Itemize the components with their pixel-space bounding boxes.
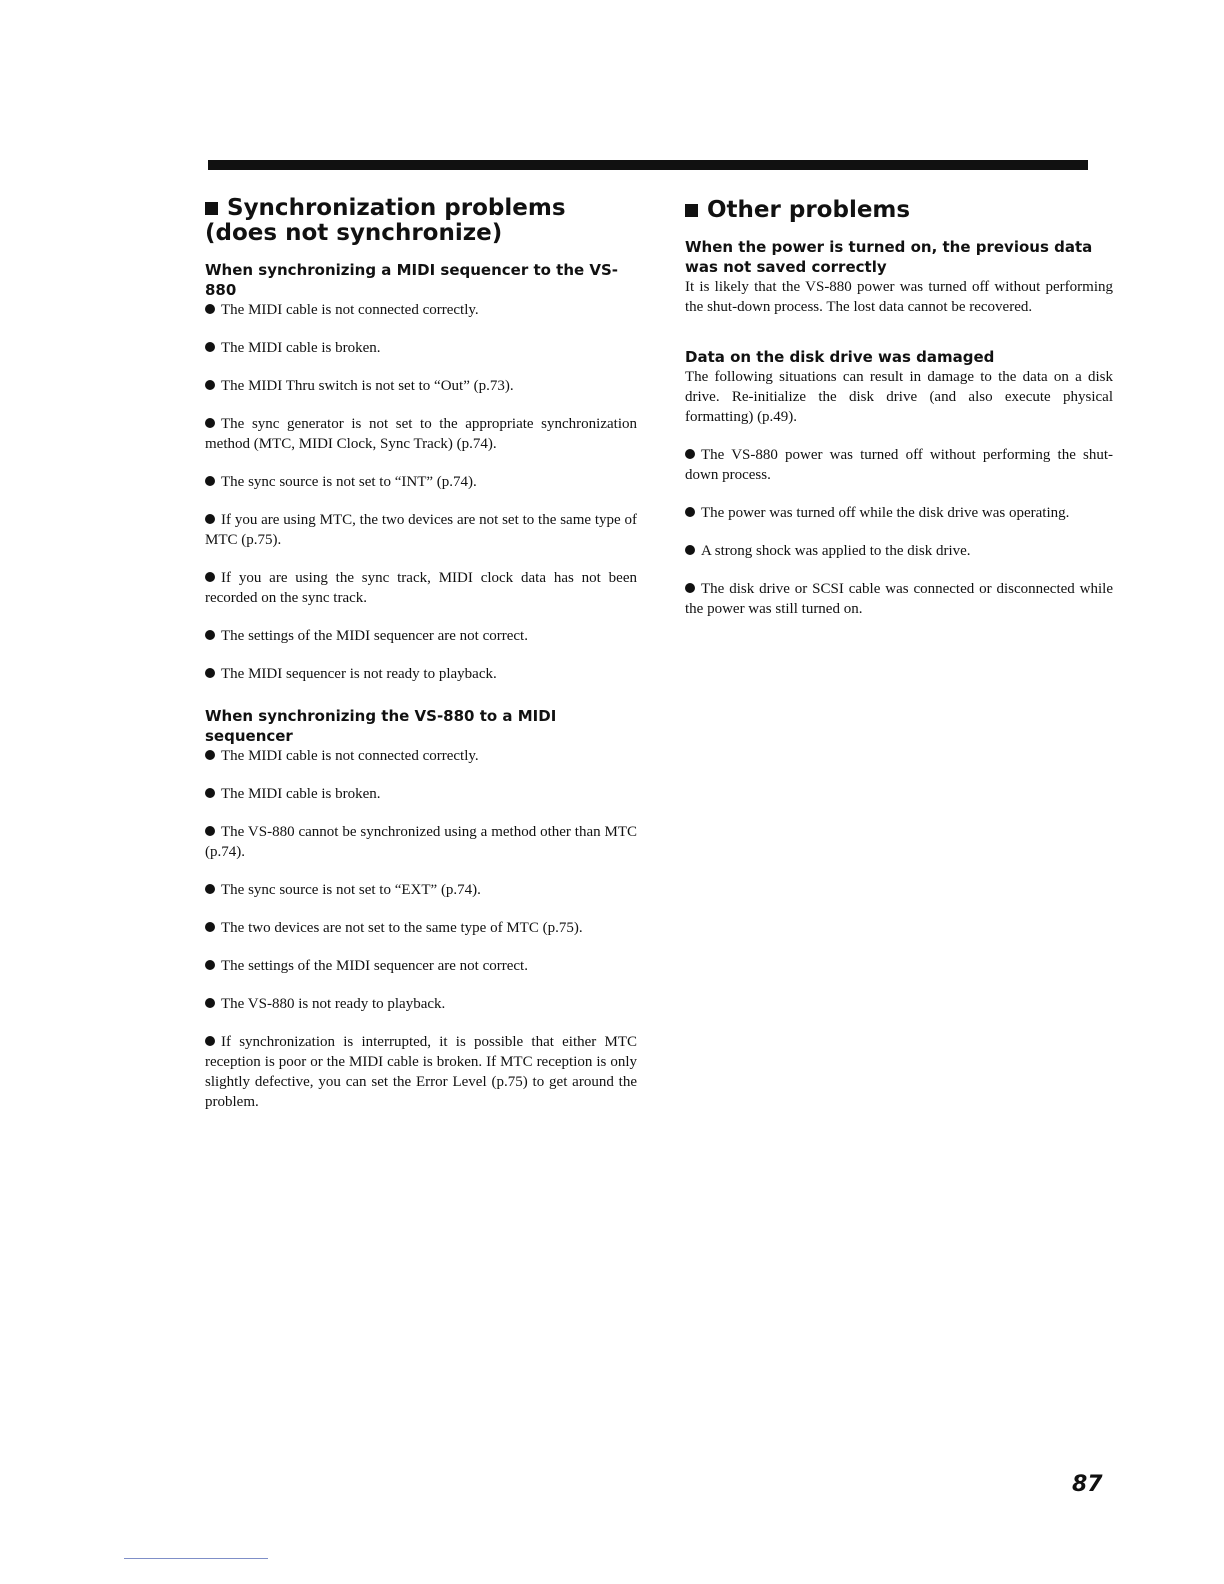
list-item: The VS-880 power was turned off without performing the shut-down process. xyxy=(685,447,1113,483)
square-bullet-icon xyxy=(205,202,218,215)
subheading: Data on the disk drive was damaged xyxy=(685,348,995,366)
group-power-data xyxy=(685,237,1113,317)
list-item: The MIDI Thru switch is not set to “Out” (p.73). xyxy=(205,376,637,396)
bullet-icon xyxy=(685,545,695,555)
bullet-icon xyxy=(205,630,215,640)
list-item: The disk drive or SCSI cable was connected or disconnected while the power was still turned on. xyxy=(685,581,1113,617)
list-item: The settings of the MIDI sequencer are not correct. xyxy=(205,956,637,976)
bullet-icon xyxy=(205,304,215,314)
list-item: If you are using MTC, the two devices are not set to the same type of MTC (p.75). xyxy=(205,512,637,548)
bullet-icon xyxy=(205,884,215,894)
section-title-text: Other problems xyxy=(707,197,911,223)
group-midi-to-vs880 xyxy=(205,260,637,684)
bullet-icon xyxy=(685,449,695,459)
left-column xyxy=(205,188,637,1134)
list-item: The MIDI cable is not connected correctly. xyxy=(205,746,637,766)
list-item: If synchronization is interrupted, it is possible that either MTC reception is poor or the MIDI cable is broken. If MTC reception is only slightly defective, you can set the Error Level (p.75) to get around the problem. xyxy=(205,1034,637,1110)
bullet-icon xyxy=(205,668,215,678)
bullet-icon xyxy=(205,998,215,1008)
list-item: The VS-880 cannot be synchronized using a method other than MTC (p.74). xyxy=(205,824,637,860)
bullet-icon xyxy=(205,342,215,352)
list-item: The sync source is not set to “INT” (p.74). xyxy=(205,472,637,492)
group-vs880-to-midi xyxy=(205,706,637,1112)
bullet-icon xyxy=(205,922,215,932)
list-item: The MIDI cable is broken. xyxy=(205,338,637,358)
page-number: 87 xyxy=(1072,1472,1103,1497)
paragraph: It is likely that the VS-880 power was turned off without performing the shut-down process. The lost data cannot be recovered. xyxy=(685,279,1113,315)
bullet-icon xyxy=(205,380,215,390)
bullet-icon xyxy=(205,788,215,798)
list-item: The power was turned off while the disk drive was operating. xyxy=(685,503,1113,523)
square-bullet-icon xyxy=(685,204,698,217)
bullet-icon xyxy=(205,476,215,486)
bullet-icon xyxy=(205,418,215,428)
list-item: A strong shock was applied to the disk drive. xyxy=(685,541,1113,561)
paragraph: The following situations can result in damage to the data on a disk drive. Re-initialize the disk drive (and also execute physical formatting) (p.49). xyxy=(685,369,1113,425)
list-item: The VS-880 is not ready to playback. xyxy=(205,994,637,1014)
subheading: When synchronizing the VS-880 to a MIDI sequencer xyxy=(205,707,557,745)
list-item: The MIDI cable is not connected correctly. xyxy=(205,300,637,320)
list-item: The sync source is not set to “EXT” (p.74). xyxy=(205,880,637,900)
right-column xyxy=(685,188,1113,641)
bullet-icon xyxy=(205,1036,215,1046)
group-disk-damaged xyxy=(685,347,1113,619)
bullet-icon xyxy=(205,572,215,582)
section-title-sync xyxy=(205,196,637,246)
footer-line xyxy=(124,1558,268,1559)
subheading: When the power is turned on, the previous data was not saved correctly xyxy=(685,238,1093,276)
subheading: When synchronizing a MIDI sequencer to the VS-880 xyxy=(205,261,619,299)
bullet-icon xyxy=(685,583,695,593)
bullet-icon xyxy=(205,750,215,760)
list-item: The MIDI sequencer is not ready to playback. xyxy=(205,664,637,684)
section-title-text: Synchronization problems (does not synchronize) xyxy=(205,195,566,246)
list-item: The MIDI cable is broken. xyxy=(205,784,637,804)
list-item: The two devices are not set to the same type of MTC (p.75). xyxy=(205,918,637,938)
bullet-icon xyxy=(205,960,215,970)
list-item: The settings of the MIDI sequencer are not correct. xyxy=(205,626,637,646)
list-item: If you are using the sync track, MIDI clock data has not been recorded on the sync track. xyxy=(205,570,637,606)
list-item: The sync generator is not set to the appropriate synchronization method (MTC, MIDI Clock, Sync Track) (p.74). xyxy=(205,416,637,452)
header-rule xyxy=(208,160,1088,170)
bullet-icon xyxy=(685,507,695,517)
bullet-icon xyxy=(205,514,215,524)
section-title-other xyxy=(685,198,1113,223)
bullet-icon xyxy=(205,826,215,836)
